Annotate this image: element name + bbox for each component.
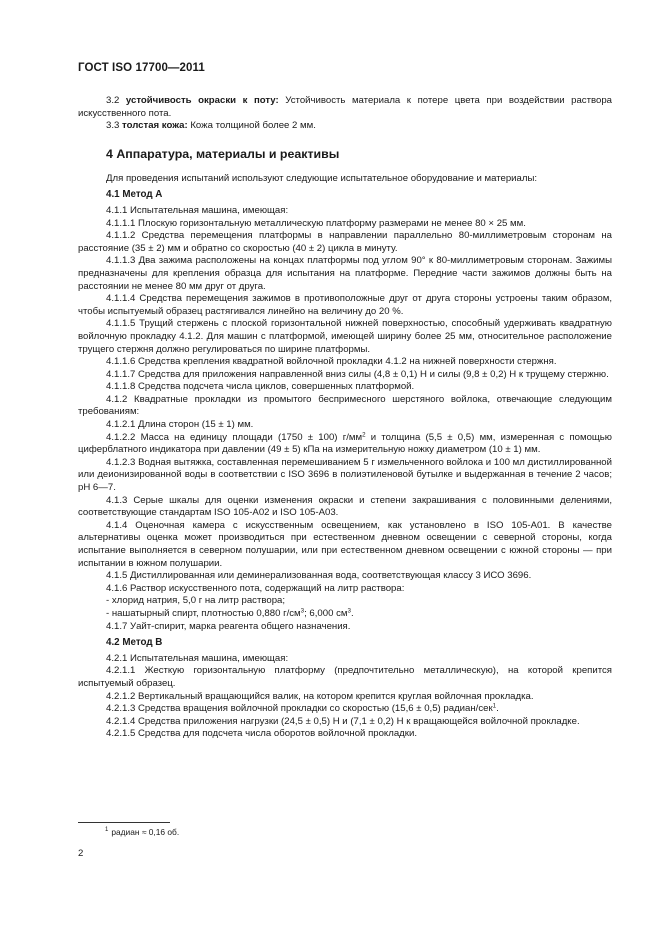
para-4-1-1-7: 4.1.1.7 Средства для приложения направленной вниз силы (4,8 ± 0,1) Н и силы (9,8 ± 0,2) Н к трущему стержню. xyxy=(106,368,609,380)
document-header: ГОСТ ISO 17700—2011 xyxy=(78,62,205,74)
para-4-1-1-5: 4.1.1.5 Трущий стержень с плоской горизонтальной нижней поверхностью, способный удерживать квадратную войлочную прокладку 4.1.2. Для машин с платформой, имеющей ширину более 25 мм, относительное расположение трущего стержня должно регулироваться по ширине платформы. xyxy=(78,318,612,355)
footnote-divider xyxy=(78,822,170,823)
footnote xyxy=(105,827,179,838)
superscript: 3 xyxy=(347,607,351,615)
para-4-1-1-1: 4.1.1.1 Плоскую горизонтальную металлическую платформу размерами не менее 80 × 25 мм. xyxy=(106,217,526,229)
para-4-1-1-4: 4.1.1.4 Средства перемещения зажимов в противоположные друг от друга стороны устроены таким образом, чтобы испытуемый образец растягивался линейно на величину до 20 %. xyxy=(78,293,612,317)
para-4-1-1-6: 4.1.1.6 Средства крепления квадратной войлочной прокладки 4.1.2 на нижней поверхности стержня. xyxy=(106,356,557,368)
footnote-mark: 1 xyxy=(105,827,109,833)
superscript: 2 xyxy=(362,431,366,439)
term-3-3 xyxy=(78,120,612,133)
para-4-1-1-8: 4.1.1.8 Средства подсчета числа циклов, совершенных платформой. xyxy=(106,381,415,393)
term-definition: Кожа толщиной более 2 мм. xyxy=(190,120,316,132)
para-4-2-1: 4.2.1 Испытательная машина, имеющая: xyxy=(106,652,289,664)
para-4-2-1-5: 4.2.1.5 Средства для подсчета числа оборотов войлочной прокладки. xyxy=(106,728,417,740)
para-4-1-1: 4.1.1 Испытательная машина, имеющая: xyxy=(106,204,289,216)
term-name: устойчивость окраски к поту: xyxy=(125,95,279,106)
page-number: 2 xyxy=(78,848,84,859)
term-name: толстая кожа: xyxy=(122,120,188,132)
page-body xyxy=(78,95,612,741)
para-4-1-3: 4.1.3 Серые шкалы для оценки изменения окраски и степени закрашивания с половинными делениями, соответствующие стандартам ISO 105-A02 и ISO 105-A03. xyxy=(78,494,612,519)
term-number: 3.2 xyxy=(106,95,120,106)
para-4-2-1-4: 4.2.1.4 Средства приложения нагрузки (24,5 ± 0,5) Н и (7,1 ± 0,2) Н к вращающейся войлочной прокладке. xyxy=(106,715,580,727)
para-4-2-1-2: 4.2.1.2 Вертикальный вращающийся валик, на котором крепится круглая войлочная прокладка. xyxy=(106,690,534,702)
list-item: - хлорид натрия, 5,0 г на литр раствора; xyxy=(106,595,286,607)
method-a-heading: 4.1 Метод А xyxy=(106,189,163,201)
footnote-ref: 1 xyxy=(492,702,497,710)
section-4-heading: 4 Аппаратура, материалы и реактивы xyxy=(106,146,340,161)
para-4-1-2-1: 4.1.2.1 Длина сторон (15 ± 1) мм. xyxy=(106,419,254,431)
para-4-1-1-2: 4.1.1.2 Средства перемещения платформы в направлении параллельно 80-миллиметровым сторонам на расстояние (35 ± 2) мм и обратно со скоростью (40 ± 2) цикла в минуту. xyxy=(78,230,612,254)
para-4-2-1-3: 4.2.1.3 Средства вращения войлочной прокладки со скоростью (15,6 ± 0,5) радиан/сек$^1$. xyxy=(106,702,499,715)
section-intro: Для проведения испытаний используют следующие испытательное оборудование и материалы: xyxy=(106,172,538,184)
para-4-1-2: 4.1.2 Квадратные прокладки из промытого беспримесного шерстяного войлока, отвечающие следующим требованиям: xyxy=(78,393,612,418)
term-3-2 xyxy=(78,95,612,120)
para-4-1-2-3: 4.1.2.3 Водная вытяжка, составленная перемешиванием 5 г измельченного войлока и 100 мл дистиллированной или деионизированной воды в соответствии с ISO 3696 в полиэтиленовой бутылке и выдержанная в течение 2 часов; рН 6—7. xyxy=(78,456,612,494)
list-item: - нашатырный спирт, плотностью 0,880 $г/см^3$; 6,000 $см^3$. xyxy=(106,607,354,619)
para-4-1-5: 4.1.5 Дистиллированная или деминерализованная вода, соответствующая классу 3 ИСО 3696. xyxy=(106,570,532,582)
para-4-2-1-1: 4.2.1.1 Жесткую горизонтальную платформу (предпочтительно металлическую), на которой крепится испытуемый образец. xyxy=(78,665,612,689)
para-4-1-1-3: 4.1.1.3 Два зажима расположены на концах платформы под углом 90° к 80-миллиметровым сторонам. Зажимы предназначены для крепления образца для испытания на платформе. Передние части зажимов должны быть на расстоянии не менее 80 мм друг от друга. xyxy=(78,255,612,292)
footnote-text: радиан ≈ 0,16 об. xyxy=(111,827,180,837)
para-4-1-6: 4.1.6 Раствор искусственного пота, содержащий на литр раствора: xyxy=(106,582,405,594)
term-definition: Устойчивость материала к потере цвета при воздействии раствора искусственного пота. xyxy=(78,95,612,119)
term-number: 3.3 xyxy=(106,120,120,132)
para-4-1-7: 4.1.7 Уайт-спирит, марка реагента общего назначения. xyxy=(106,620,351,632)
para-4-1-4: 4.1.4 Оценочная камера с искусственным освещением, как установлено в ISO 105-A01. В качестве альтернативы оценка может производиться при естественном дневном освещении с северной стороны, когда испытание выполняется в северном полушарии, или при естественном дневном освещении с южной стороны — при испытании в южном полушарии. xyxy=(78,519,612,569)
para-4-1-2-2: 4.1.2.2 Масса на единицу площади (1750 ± 100) $г/мм^2$ и толщина (5,5 ± 0,5) мм, измеренная с помощью циферблатного индикатора при давлении (49 ± 5) кПа на измерительную ножку диаметром (10 ± 1) мм. xyxy=(78,431,612,456)
superscript: 3 xyxy=(300,607,305,615)
method-b-heading: 4.2 Метод В xyxy=(106,637,163,649)
